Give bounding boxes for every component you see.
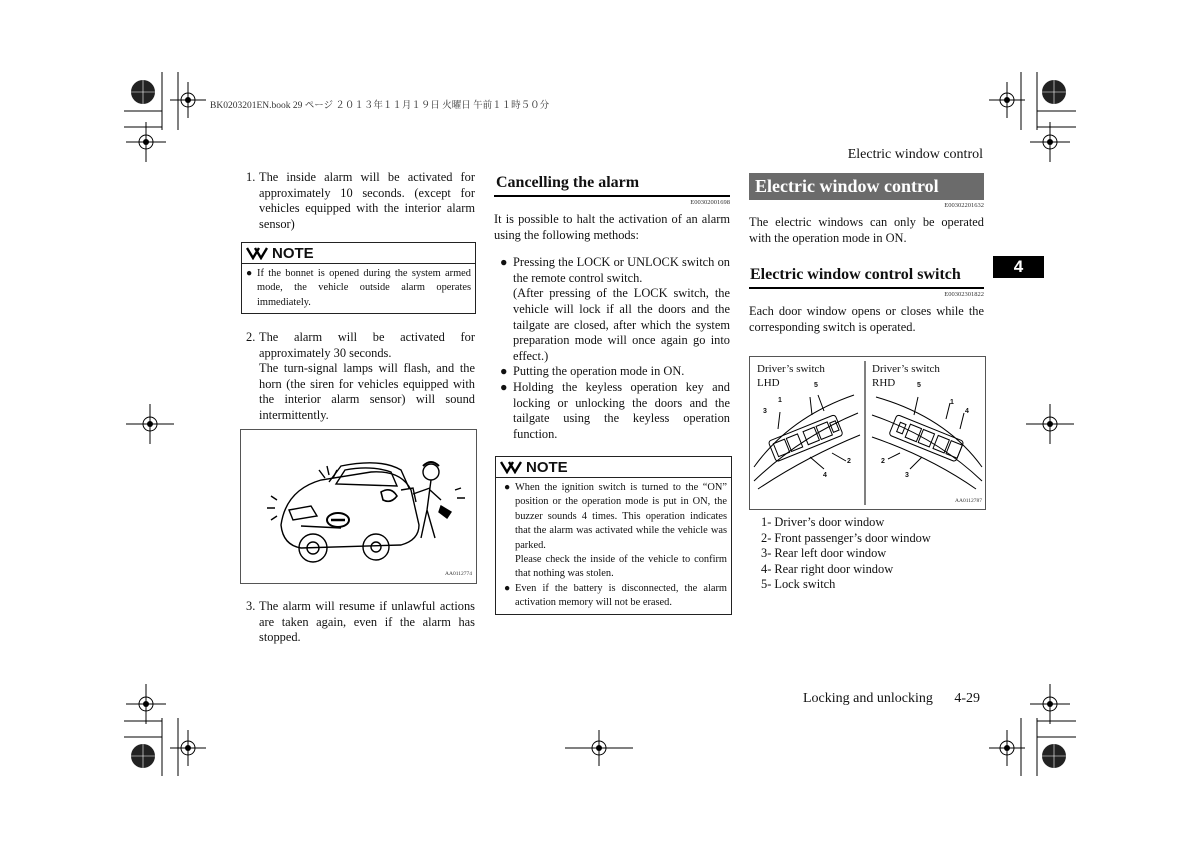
print-header: BK0203201EN.book 29 ページ ２０１３年１１月１９日 火曜日 午前１１時５０分	[210, 101, 550, 111]
section-code: E00302001698	[690, 199, 730, 206]
switch-label: Driver’s switch	[757, 363, 825, 375]
footer-section: Locking and unlocking	[803, 691, 933, 706]
list-item-1	[241, 170, 475, 232]
item-number: 2.	[246, 330, 256, 344]
note-text: When the ignition switch is turned to the “ON” position or the operation mode is put in ON, the buzzer sounds 4 times. This operation indicates that the alarm was activated while the vehicle was parked.	[515, 482, 727, 551]
callout: 4	[823, 472, 827, 479]
item-text: The inside alarm will be activated for approximately 10 seconds. (except for vehicles equipped with the interior alarm sensor)	[259, 170, 475, 231]
note-icon	[246, 246, 268, 260]
item-text: The alarm will be activated for approximately 30 seconds.	[259, 330, 475, 360]
callout: 2	[847, 458, 851, 465]
item-text-continued: The turn-signal lamps will flash, and the horn (the siren for vehicles equipped with the interior alarm sensor) will sound intermittently.	[259, 361, 475, 422]
page-footer	[803, 691, 980, 707]
intro-text: It is possible to halt the activation of an alarm using the following methods:	[494, 212, 730, 242]
callout: 1	[778, 397, 782, 404]
note-label: NOTE	[526, 458, 568, 476]
bullet-icon: ●	[500, 364, 508, 379]
list-item-2	[241, 330, 475, 424]
page-number: 4-29	[954, 691, 981, 706]
note-bullet	[504, 481, 727, 582]
list-item	[500, 380, 730, 442]
legend-item: 5- Lock switch	[761, 577, 836, 592]
chapter-section-title: Electric window control	[749, 173, 984, 200]
switch-label: Driver’s switch	[872, 363, 940, 375]
section-code: E00302201632	[944, 202, 984, 209]
note-text-continued: Please check the inside of the vehicle to confirm that nothing was stolen.	[515, 554, 727, 580]
car-alarm-illustration	[241, 430, 476, 583]
bullet-icon: ●	[504, 482, 511, 493]
callout: 3	[763, 408, 767, 415]
figure-code: AA0112787	[955, 498, 982, 504]
list-item	[500, 255, 730, 364]
list-item	[500, 364, 730, 380]
bullet-text: Putting the operation mode in ON.	[513, 364, 685, 379]
alarm-illustration	[240, 429, 477, 584]
item-number: 3.	[246, 599, 256, 613]
note-header	[242, 243, 475, 264]
legend-item: 2- Front passenger’s door window	[761, 530, 931, 545]
note-label: NOTE	[272, 244, 314, 262]
figure-legend	[761, 515, 983, 593]
drive-side-label: RHD	[872, 377, 896, 389]
note-body	[242, 264, 475, 312]
bullet-icon: ●	[500, 255, 508, 270]
note-icon	[500, 460, 522, 474]
callout: 4	[965, 408, 969, 415]
callout: 5	[814, 382, 818, 389]
list-item-3	[241, 599, 475, 646]
note-text: Even if the battery is disconnected, the alarm activation memory will not be erased.	[515, 582, 727, 609]
bullet-text: Pressing the LOCK or UNLOCK switch on the remote control switch.	[513, 255, 730, 285]
callout: 1	[950, 399, 954, 406]
note-box-middle	[495, 456, 732, 615]
left-column	[241, 170, 475, 232]
item-text: The alarm will resume if unlawful actions are taken again, even if the alarm has stopped.	[259, 599, 475, 645]
note-bullet	[504, 582, 727, 611]
bullet-icon: ●	[500, 379, 508, 394]
section-code: E00302301822	[944, 291, 984, 299]
chapter-tab: 4	[993, 256, 1044, 278]
middle-column	[494, 174, 730, 442]
section-heading: Cancelling the alarm	[494, 174, 730, 197]
legend-item: 1- Driver’s door window	[761, 515, 885, 529]
figure-code: AA0112774	[445, 571, 472, 577]
legend-item: 3- Rear left door window	[761, 546, 887, 561]
callout: 5	[917, 382, 921, 389]
callout: 2	[881, 458, 885, 465]
bullet-text-continued: (After pressing of the LOCK switch, the vehicle will lock if all the doors and the tailgate are closed, after which the system preparation mode will once again go into effect.)	[513, 286, 730, 363]
note-body	[496, 478, 731, 613]
note-text: If the bonnet is opened during the system armed mode, the vehicle outside alarm operates immediately.	[257, 268, 471, 308]
note-box-left	[241, 242, 476, 314]
body-text: Each door window opens or closes while the corresponding switch is operated.	[749, 304, 984, 334]
bullet-icon: ●	[246, 268, 253, 279]
bullet-icon: ●	[504, 582, 511, 594]
bullet-text: Holding the keyless operation key and locking or unlocking the doors and the tailgate using the keyless operation function.	[513, 379, 730, 441]
left-column-2	[241, 330, 475, 424]
intro-text: The electric windows can only be operated with the operation mode in ON.	[749, 215, 984, 245]
callouts	[750, 357, 985, 509]
drive-side-label: LHD	[757, 377, 780, 389]
section-heading: Electric window control switch	[749, 266, 984, 289]
callout: 3	[905, 472, 909, 479]
note-header	[496, 457, 731, 478]
right-column	[749, 173, 984, 335]
running-title: Electric window control	[847, 147, 983, 162]
method-list	[494, 255, 730, 442]
note-bullet	[246, 267, 471, 310]
left-column-3	[241, 599, 475, 646]
window-switch-figure	[749, 356, 986, 510]
legend-item: 4- Rear right door window	[761, 561, 894, 576]
item-number: 1.	[246, 170, 256, 184]
